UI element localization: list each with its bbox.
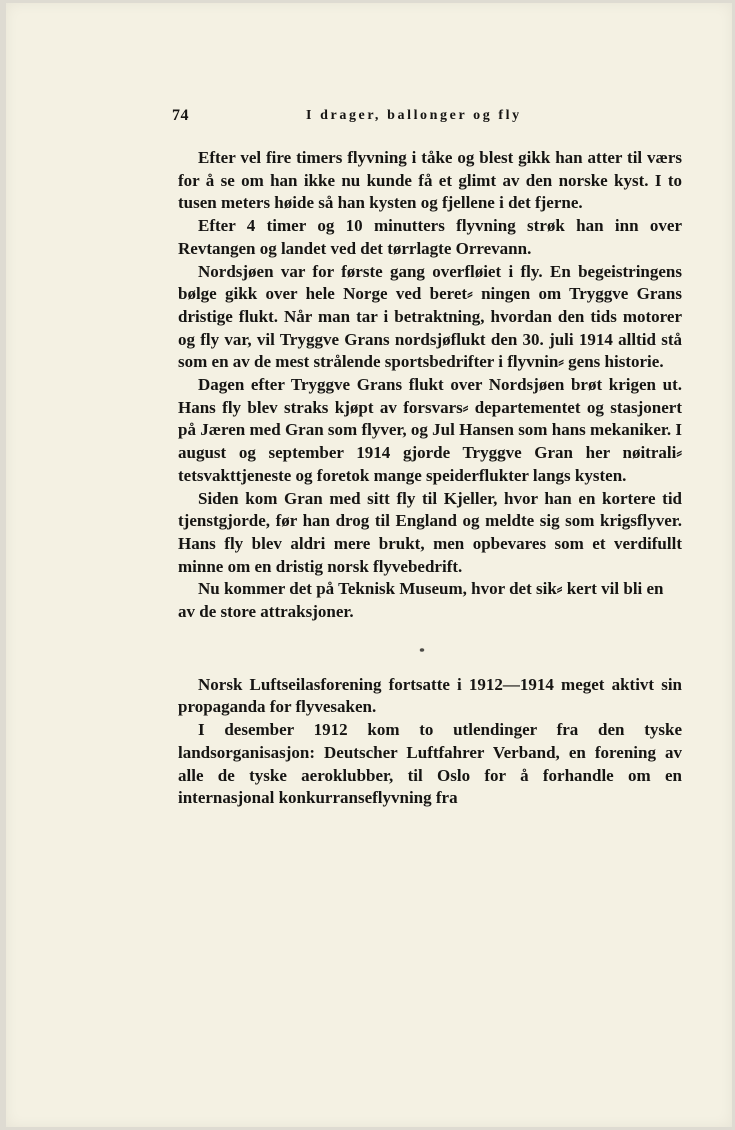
section-separator-asterisk: * xyxy=(419,645,425,658)
page-header xyxy=(172,107,672,133)
book-page xyxy=(6,3,732,1127)
paragraph: Dagen efter Tryggve Grans flukt over Nordsjøen brøt krigen ut. Hans fly blev straks kjøpt av forsvars⸗ departementet og stasjonert på Jæren med Gran som flyver, og Jul Hansen som hans mekaniker. I august og september 1914 gjorde Tryggve Gran her nøitrali⸗ tetsvakttjeneste og foretok mange speiderflukter langs kysten. xyxy=(178,375,682,485)
paragraph: Nordsjøen var for første gang overfløiet i fly. En begeistringens bølge gikk over hele Norge ved beret⸗ ningen om Tryggve Grans dristige flukt. Når man tar i betraktning, hvordan den tids motorer og fly var, vil Tryggve Grans nordsjøflukt den 30. juli 1914 alltid stå som en av de mest strålende sportsbedrifter i flyvnin⸗ gens historie. xyxy=(178,261,682,372)
body-text xyxy=(178,147,682,810)
paragraph: Efter 4 timer og 10 minutters flyvning strøk han inn over Revtangen og landet ved det tørrlagte Orrevann. xyxy=(178,216,682,258)
paragraph: Siden kom Gran med sitt fly til Kjeller, hvor han en kortere tid tjenstgjorde, før han drog til England og meldte sig som krigsflyver. Hans fly blev aldri mere brukt, men opbevares som et verdifullt minne om en dristig norsk flyvebedrift. xyxy=(178,488,682,576)
paragraph: Nu kommer det på Teknisk Museum, hvor det sik⸗ kert vil bli en av de store attraksjoner. xyxy=(178,579,664,622)
running-title: I drager, ballonger og fly xyxy=(306,108,522,123)
paragraph: I desember 1912 kom to utlendinger fra den tyske landsorganisasjon: Deutscher Luftfahrer Verband, en forening av alle de tyske aeroklubber, til Oslo for å forhandle om en internasjonal konkurranseflyvning fra xyxy=(178,720,682,808)
page-number: 74 xyxy=(172,107,189,124)
paragraph: Norsk Luftseilasforening fortsatte i 1912—1914 meget aktivt sin propaganda for flyvesaken. xyxy=(178,674,682,717)
paragraph: Efter vel fire timers flyvning i tåke og blest gikk han atter til værs for å se om han ikke nu kunde få et glimt av den norske kyst. I to tusen meters høide så han kysten og fjellene i det fjerne. xyxy=(178,148,682,213)
